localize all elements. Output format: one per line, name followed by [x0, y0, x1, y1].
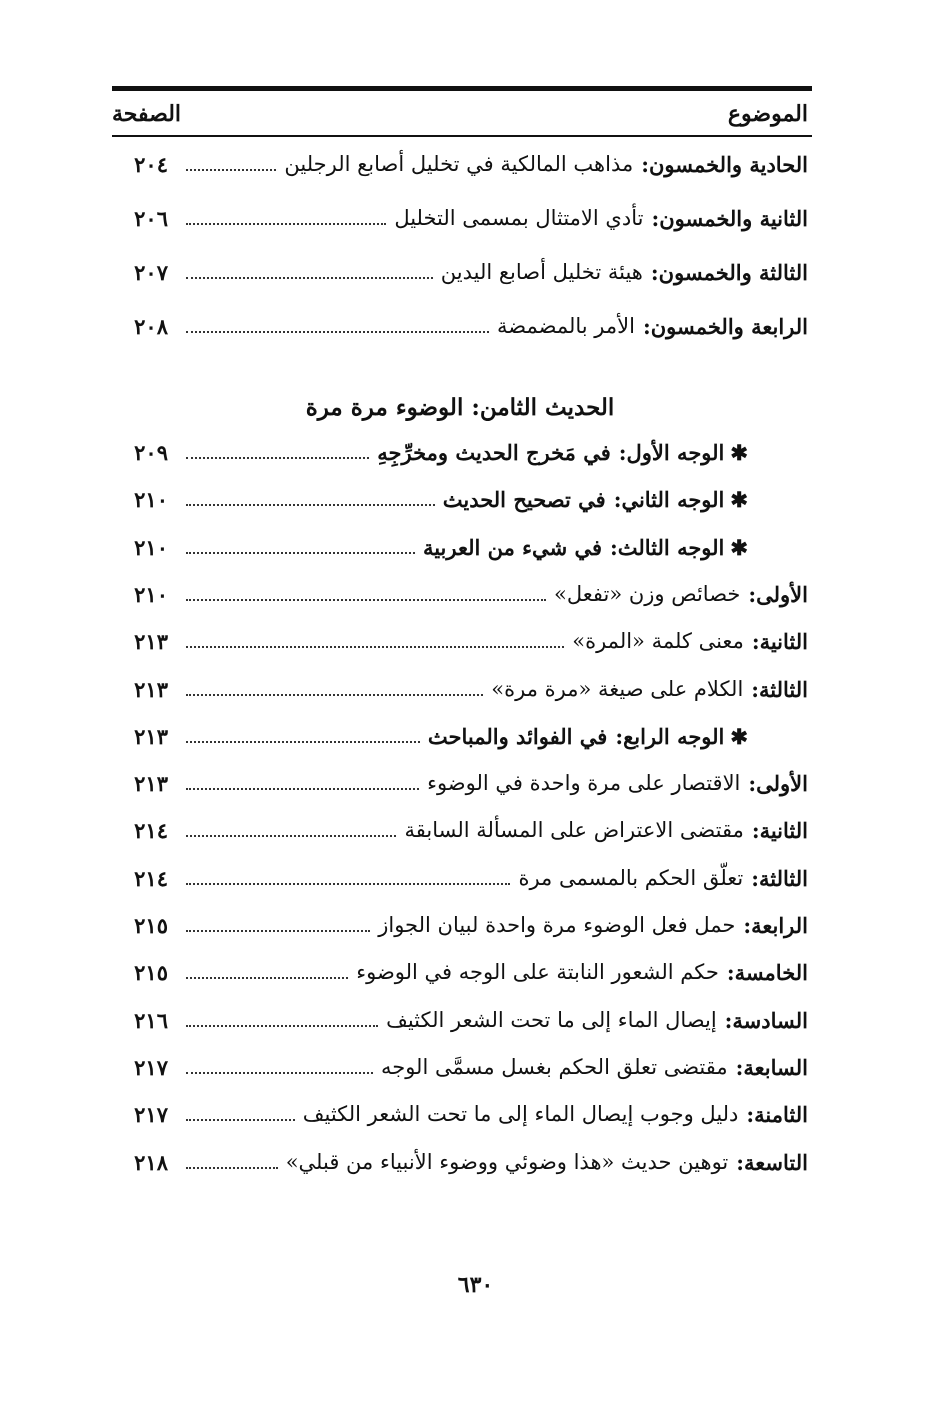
dot-leader: [186, 930, 370, 932]
dot-leader: [186, 835, 396, 837]
header-topic: الموضوع: [727, 101, 808, 127]
toc-entry: [112, 810, 808, 850]
dot-leader: [186, 169, 276, 171]
entry-title: [497, 314, 808, 339]
entry-title: [394, 206, 808, 231]
entry-label: السابعة:: [735, 1054, 808, 1080]
entry-label: الثالثة والخمسون:: [650, 259, 808, 285]
entry-page-number: ٢١٤: [134, 817, 168, 843]
entry-text: تأدي الامتثال بمسمى التخليل: [394, 206, 644, 230]
entry-title: [386, 1008, 808, 1033]
entry-page-number: ٢٠٩: [134, 439, 168, 465]
entry-title: [378, 913, 808, 938]
entry-page-number: ٢١٣: [134, 628, 168, 654]
entry-label: الوجه الأول:: [618, 439, 725, 465]
toc-entry: [112, 1142, 808, 1182]
dot-leader: [186, 741, 420, 743]
toc-entry: [112, 306, 808, 346]
entry-text: حكم الشعور النابتة على الوجه في الوضوء: [356, 960, 719, 984]
entry-page-number: ٢١٠: [134, 534, 168, 560]
dot-leader: [186, 1072, 373, 1074]
entry-title: [377, 440, 808, 465]
entry-text: معنى كلمة «المرة»: [572, 629, 744, 653]
entry-label: الوجه الثالث:: [610, 534, 725, 560]
entry-text: في مَخرج الحديث ومخرِّجِهِ: [377, 439, 611, 465]
entry-label: الثانية والخمسون:: [651, 205, 808, 231]
entry-title: [303, 1102, 808, 1127]
entry-text: تعلّق الحكم بالمسمى مرة: [518, 866, 744, 890]
entry-title: [356, 960, 808, 985]
entry-text: هيئة تخليل أصابع اليدين: [440, 260, 643, 284]
entry-page-number: ٢١٤: [134, 865, 168, 891]
entry-page-number: ٢١٣: [134, 676, 168, 702]
entry-label: الرابعة والخمسون:: [642, 313, 808, 339]
page-number: ٦٣٠: [457, 1272, 494, 1298]
toc-entry-heading: [112, 716, 808, 756]
toc-entry: [112, 1047, 808, 1087]
header-page: الصفحة: [112, 101, 182, 127]
header-top-rule: [112, 86, 812, 91]
toc-entry: [112, 198, 808, 238]
entry-text: في الفوائد والمباحث: [427, 723, 608, 749]
dot-leader: [186, 504, 435, 506]
toc-entry: [112, 952, 808, 992]
toc-entry-heading: [112, 432, 808, 472]
entry-text: مقتضى الاعتراض على المسألة السابقة: [404, 818, 744, 842]
entry-text: الكلام على صيغة «مرة مرة»: [491, 677, 744, 701]
entry-page-number: ٢٠٧: [134, 259, 168, 285]
toc-entry-heading: [112, 479, 808, 519]
entry-page-number: ٢١٠: [134, 581, 168, 607]
entry-title: [443, 487, 808, 512]
entry-title: [286, 1150, 808, 1175]
entry-label: الثامنة:: [746, 1101, 808, 1127]
dot-leader: [186, 646, 564, 648]
entry-title: [428, 724, 808, 749]
entry-text: الاقتصار على مرة واحدة في الوضوء: [427, 771, 741, 795]
entry-label: الثالثة:: [751, 676, 808, 702]
header-bottom-rule: [112, 135, 812, 137]
entry-label: السادسة:: [724, 1007, 808, 1033]
entry-text: دليل وجوب إيصال الماء إلى ما تحت الشعر الكثيف: [302, 1102, 739, 1126]
entry-label: التاسعة:: [736, 1149, 808, 1175]
entry-title: [381, 1055, 808, 1080]
entry-text: إيصال الماء إلى ما تحت الشعر الكثيف: [386, 1008, 717, 1032]
entry-text: توهين حديث «هذا وضوئي ووضوء الأنبياء من قبلي»: [285, 1150, 729, 1174]
entry-page-number: ٢١٥: [134, 912, 168, 938]
toc-entry: [112, 144, 808, 184]
entry-label: الوجه الرابع:: [615, 723, 725, 749]
entry-title: [427, 771, 808, 796]
entry-page-number: ٢١٧: [134, 1101, 168, 1127]
entry-page-number: ٢٠٨: [134, 313, 168, 339]
entry-text: الأمر بالمضمضة: [497, 314, 635, 338]
entry-title: [518, 866, 808, 891]
asterisk-icon: ✱: [730, 723, 748, 749]
entry-page-number: ٢٠٦: [134, 205, 168, 231]
section-title: الحديث الثامن: الوضوء مرة مرة: [305, 394, 615, 421]
dot-leader: [186, 1167, 278, 1169]
dot-leader: [186, 788, 419, 790]
entry-page-number: ٢١٦: [134, 1007, 168, 1033]
toc-entry-heading: [112, 527, 808, 567]
asterisk-icon: ✱: [730, 534, 748, 560]
entry-label: الرابعة:: [743, 912, 808, 938]
entry-page-number: ٢٠٤: [134, 151, 168, 177]
entry-title: [554, 582, 808, 607]
asterisk-icon: ✱: [730, 486, 748, 512]
entry-title: [441, 260, 808, 285]
entry-text: في تصحيح الحديث: [442, 486, 606, 512]
entry-title: [572, 629, 808, 654]
toc-entry: [112, 858, 808, 898]
entry-page-number: ٢١٧: [134, 1054, 168, 1080]
entry-text: في شيء من العربية: [422, 534, 603, 560]
dot-leader: [186, 883, 510, 885]
entry-title: [284, 152, 808, 177]
entry-text: حمل فعل الوضوء مرة واحدة لبيان الجواز: [378, 913, 736, 937]
dot-leader: [186, 331, 489, 333]
dot-leader: [186, 977, 348, 979]
entry-text: خصائص وزن «تفعل»: [553, 582, 741, 606]
entry-label: الأولى:: [748, 581, 808, 607]
entry-page-number: ٢١٨: [134, 1149, 168, 1175]
toc-entry: [112, 574, 808, 614]
dot-leader: [186, 277, 433, 279]
toc-entry: [112, 1094, 808, 1134]
entry-title: [404, 818, 808, 843]
entry-label: الثانية:: [751, 817, 808, 843]
dot-leader: [186, 457, 369, 459]
entry-page-number: ٢١٠: [134, 486, 168, 512]
asterisk-icon: ✱: [730, 439, 748, 465]
entry-text: مذاهب المالكية في تخليل أصابع الرجلين: [284, 152, 634, 176]
entry-title: [423, 535, 808, 560]
dot-leader: [186, 1119, 295, 1121]
toc-entry: [112, 621, 808, 661]
entry-label: الثالثة:: [751, 865, 808, 891]
toc-entry: [112, 1000, 808, 1040]
dot-leader: [186, 694, 483, 696]
entry-label: الأولى:: [748, 770, 808, 796]
dot-leader: [186, 552, 415, 554]
entry-page-number: ٢١٣: [134, 723, 168, 749]
toc-header: [112, 96, 808, 132]
dot-leader: [186, 1025, 378, 1027]
toc-entry: [112, 669, 808, 709]
entry-label: الثانية:: [751, 628, 808, 654]
entry-page-number: ٢١٥: [134, 959, 168, 985]
entry-label: الوجه الثاني:: [613, 486, 725, 512]
toc-entry: [112, 763, 808, 803]
entry-page-number: ٢١٣: [134, 770, 168, 796]
entry-label: الحادية والخمسون:: [641, 151, 808, 177]
toc-entry: [112, 252, 808, 292]
dot-leader: [186, 223, 386, 225]
toc-entry: [112, 905, 808, 945]
entry-title: [491, 677, 808, 702]
dot-leader: [186, 599, 546, 601]
entry-label: الخامسة:: [726, 959, 808, 985]
entry-text: مقتضى تعلق الحكم بغسل مسمَّى الوجه: [380, 1055, 728, 1079]
